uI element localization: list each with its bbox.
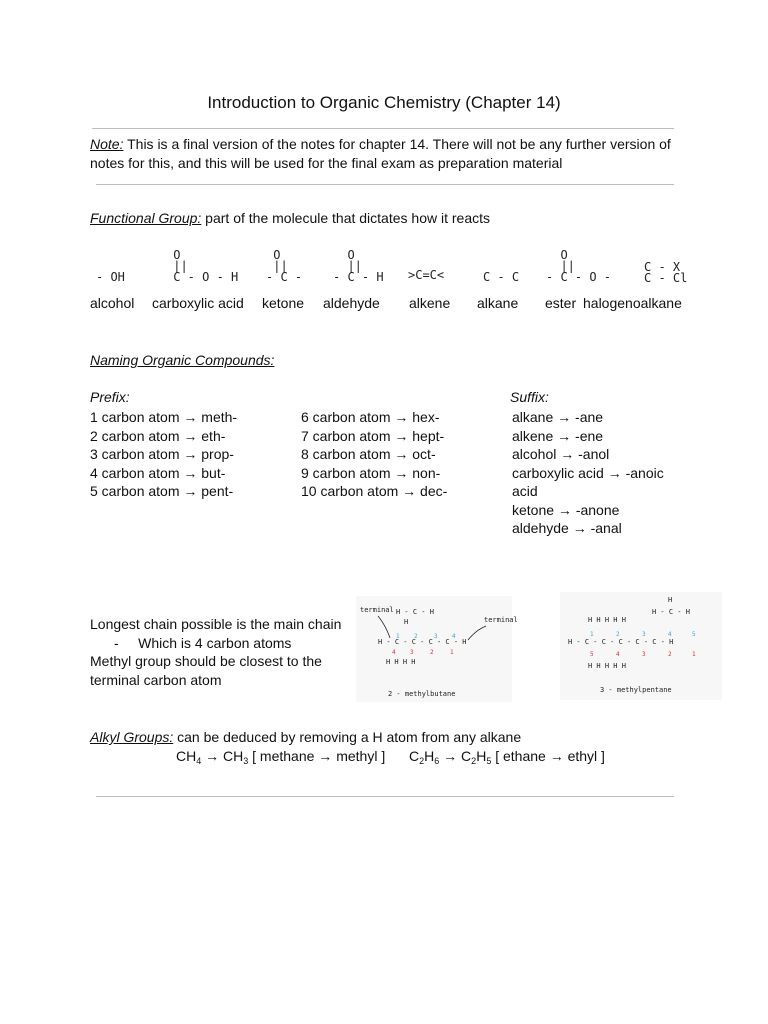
suffix-item: alcohol → -anol bbox=[512, 446, 610, 462]
svg-text:2: 2 bbox=[414, 633, 418, 640]
naming-heading: Naming Organic Compounds: bbox=[90, 352, 275, 368]
divider-bottom bbox=[96, 796, 674, 797]
svg-text:H H H H: H H H H bbox=[386, 658, 416, 666]
label-alkane: alkane bbox=[477, 295, 519, 311]
drawing-alcohol: - OH bbox=[96, 270, 125, 284]
note-label: Note: bbox=[90, 136, 124, 152]
sketch-tag-left: terminal bbox=[360, 606, 394, 614]
prefix-column-2 bbox=[301, 408, 447, 501]
svg-text:1: 1 bbox=[590, 631, 594, 638]
svg-text:1: 1 bbox=[692, 651, 696, 658]
svg-text:H - C - H: H - C - H bbox=[396, 608, 434, 616]
functional-group-label: Functional Group: bbox=[90, 210, 202, 226]
sketch-3-methylpentane bbox=[560, 592, 722, 700]
chain-notes bbox=[90, 615, 341, 689]
sketch-2-methylbutane bbox=[356, 596, 518, 702]
svg-text:1: 1 bbox=[396, 633, 400, 640]
drawing-carboxylic-acid: O || C - O - H bbox=[173, 248, 239, 284]
functional-group-text: part of the molecule that dictates how it reacts bbox=[201, 210, 490, 226]
prefix-item: 10 carbon atom → dec- bbox=[301, 483, 448, 499]
svg-text:3: 3 bbox=[410, 649, 414, 656]
prefix-item: 5 carbon atom → pent- bbox=[90, 483, 234, 499]
prefix-item: 9 carbon atom → non- bbox=[301, 464, 441, 481]
alkyl-equations bbox=[176, 748, 605, 766]
prefix-item: 6 carbon atom → hex- bbox=[301, 409, 440, 425]
prefix-column-1 bbox=[90, 408, 237, 501]
label-aldehyde: aldehyde bbox=[323, 295, 380, 311]
svg-text:4: 4 bbox=[616, 651, 620, 658]
suffix-item: carboxylic acid → -anoic bbox=[512, 464, 664, 481]
svg-text:3: 3 bbox=[642, 631, 646, 638]
chain-line-1: Longest chain possible is the main chain bbox=[90, 616, 342, 632]
svg-text:3: 3 bbox=[434, 633, 438, 640]
divider-top bbox=[92, 128, 674, 129]
svg-text:4: 4 bbox=[452, 633, 456, 640]
drawing-aldehyde: O || - C - H bbox=[333, 248, 384, 284]
prefix-item: 7 carbon atom → hept- bbox=[301, 427, 445, 444]
svg-text:H - C - H: H - C - H bbox=[652, 608, 690, 616]
prefix-item: 3 carbon atom → prop- bbox=[90, 446, 234, 462]
note-paragraph bbox=[90, 135, 680, 173]
chain-line-3: Methyl group should be closest to the bbox=[90, 653, 322, 669]
svg-text:5: 5 bbox=[590, 651, 594, 658]
equation-ethyl: $C_2H_6 \to C_2H_5$ [ ethane → ethyl ] bbox=[409, 748, 605, 766]
chain-line-4: terminal carbon atom bbox=[90, 671, 222, 688]
svg-text:H - C - C - C - C - C - H: H - C - C - C - C - C - H bbox=[568, 638, 674, 646]
label-carboxylic-acid: carboxylic acid bbox=[152, 295, 244, 311]
suffix-item: alkane → -ane bbox=[512, 409, 604, 425]
prefix-item: 1 carbon atom → meth- bbox=[90, 409, 238, 425]
drawing-ketone: O || - C - bbox=[266, 248, 303, 284]
page-title: Introduction to Organic Chemistry (Chapter 14) bbox=[207, 93, 561, 112]
functional-group-definition bbox=[90, 210, 490, 226]
suffix-label: Suffix: bbox=[510, 389, 549, 405]
drawing-ester: O || - C - O - bbox=[546, 248, 612, 284]
sketch-caption-2: 3 - methylpentane bbox=[600, 686, 672, 694]
equation-methyl: $CH_4 \to CH_3$ [ methane → methyl ] bbox=[176, 748, 386, 766]
chain-bullet-line bbox=[90, 634, 341, 653]
label-ketone: ketone bbox=[262, 295, 305, 311]
suffix-item: aldehyde → -anal bbox=[512, 520, 622, 536]
alkyl-label: Alkyl Groups: bbox=[90, 729, 174, 745]
suffix-item: acid bbox=[512, 483, 538, 499]
svg-text:5: 5 bbox=[692, 631, 696, 638]
svg-text:4: 4 bbox=[668, 631, 672, 638]
svg-text:3: 3 bbox=[642, 651, 646, 658]
svg-text:2: 2 bbox=[430, 649, 434, 656]
chain-bullet: - bbox=[114, 634, 119, 651]
drawing-alkane: C - C bbox=[483, 270, 520, 284]
divider-note bbox=[96, 184, 674, 185]
prefix-item: 4 carbon atom → but- bbox=[90, 464, 226, 481]
svg-text:H: H bbox=[668, 596, 673, 604]
svg-text:H H H H H: H H H H H bbox=[588, 616, 626, 624]
prefix-item: 2 carbon atom → eth- bbox=[90, 427, 226, 444]
prefix-label: Prefix: bbox=[90, 389, 130, 405]
drawing-halogenoalkane: C - X C - Cl bbox=[644, 260, 688, 285]
svg-text:2: 2 bbox=[668, 651, 672, 658]
alkyl-definition bbox=[90, 729, 521, 745]
label-ester: ester bbox=[545, 295, 577, 311]
svg-text:4: 4 bbox=[392, 649, 396, 656]
alkyl-text: can be deduced by removing a H atom from any alkane bbox=[173, 729, 522, 745]
svg-text:2: 2 bbox=[616, 631, 620, 638]
note-text: This is a final version of the notes for chapter 14. There will not be any further version of notes for this, and this will be used for the final exam as preparation material bbox=[90, 136, 671, 171]
chain-line-2: Which is 4 carbon atoms bbox=[138, 634, 292, 651]
svg-text:H - C - C - C - C - H: H - C - C - C - C - H bbox=[378, 638, 467, 646]
sketch-caption-1: 2 - methylbutane bbox=[388, 690, 456, 698]
sketch-tag-right: terminal bbox=[484, 616, 518, 624]
svg-text:H H H H H: H H H H H bbox=[588, 662, 626, 670]
svg-text:1: 1 bbox=[450, 649, 454, 656]
label-alkene: alkene bbox=[409, 295, 451, 311]
svg-text:H: H bbox=[404, 618, 409, 626]
suffix-item: ketone → -anone bbox=[512, 501, 620, 518]
suffix-column bbox=[512, 408, 664, 538]
label-halogenoalkane: halogenoalkane bbox=[583, 295, 682, 311]
label-alcohol: alcohol bbox=[90, 295, 135, 311]
prefix-item: 8 carbon atom → oct- bbox=[301, 446, 436, 462]
suffix-item: alkene → -ene bbox=[512, 427, 604, 444]
drawing-alkene: >C=C< bbox=[408, 268, 445, 282]
